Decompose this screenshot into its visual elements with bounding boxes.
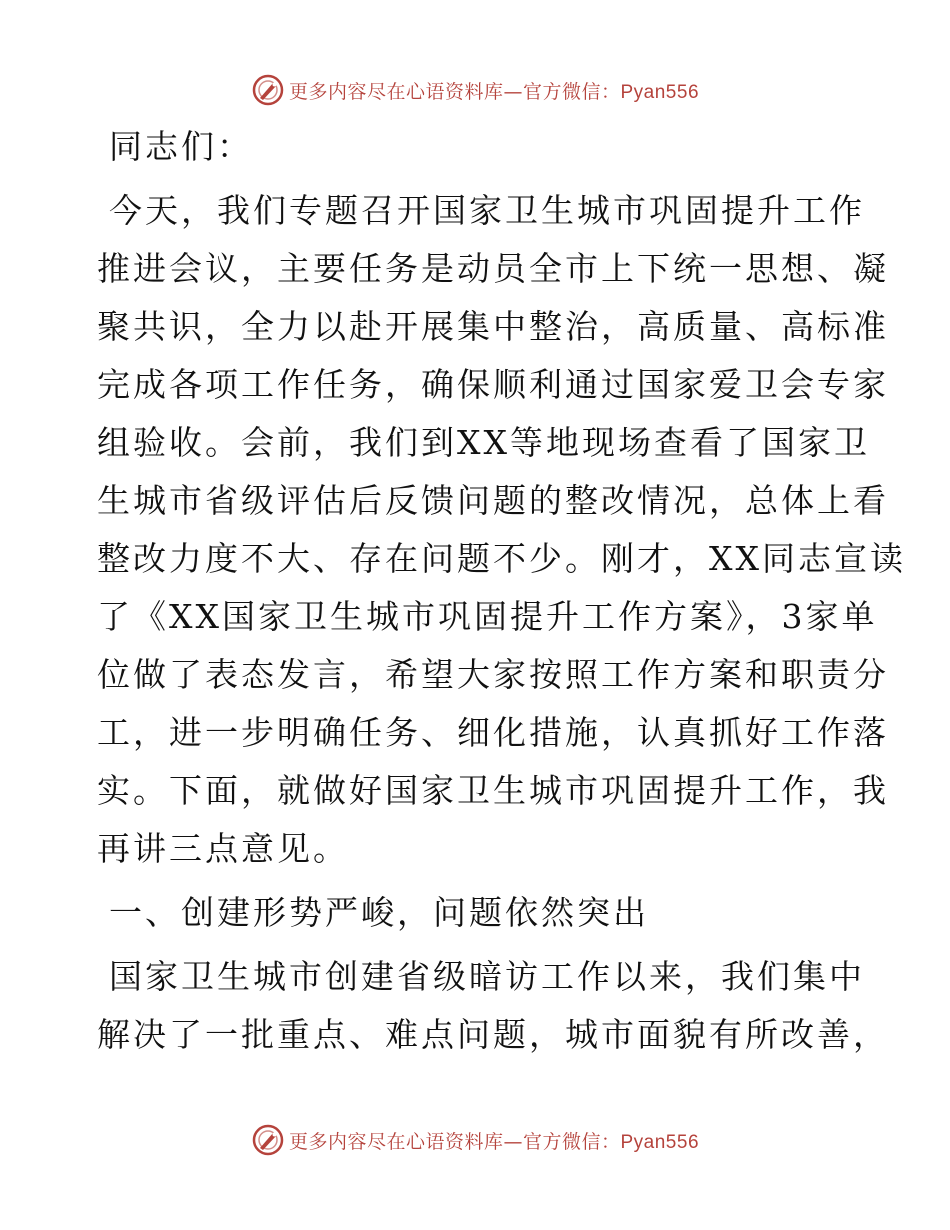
intro-paragraph (97, 182, 906, 878)
paragraph-line: 解决了一批重点、难点问题，城市面貌有所改善， (97, 1015, 889, 1054)
section-paragraph (97, 948, 889, 1064)
watermark-separator: — (503, 1130, 523, 1153)
paragraph-line: 位做了表态发言，希望大家按照工作方案和职责分 (97, 655, 889, 694)
pen-nib-logo-icon (251, 73, 285, 107)
watermark-text (289, 1127, 699, 1154)
paragraph-line: 整改力度不大、存在问题不少。刚才，XX同志宣读 (97, 539, 906, 578)
header-watermark (0, 70, 950, 110)
paragraph-line: 聚共识，全力以赴开展集中整治，高质量、高标准 (97, 307, 889, 346)
document-body (97, 118, 906, 1070)
watermark-text (289, 77, 699, 104)
section-heading: 一、创建形势严峻，问题依然突出 (109, 893, 649, 932)
footer-watermark (0, 1120, 950, 1160)
watermark-slogan: 更多内容尽在心语资料库 (288, 1130, 504, 1153)
watermark-wechat-label: 官方微信： (522, 1130, 621, 1153)
watermark-slogan: 更多内容尽在心语资料库 (288, 80, 504, 103)
paragraph-line: 组验收。会前，我们到XX等地现场查看了国家卫 (97, 423, 870, 462)
paragraph-line: 推进会议，主要任务是动员全市上下统一思想、凝 (97, 249, 889, 288)
pen-nib-logo-icon (251, 1123, 285, 1157)
watermark-separator: — (503, 80, 523, 103)
watermark-wechat-id: Pyan556 (620, 81, 700, 103)
paragraph-line: 实。下面，就做好国家卫生城市巩固提升工作，我 (97, 771, 889, 810)
salutation: 同志们： (109, 127, 253, 166)
paragraph-line: 再讲三点意见。 (97, 829, 349, 868)
watermark-wechat-label: 官方微信： (522, 80, 621, 103)
paragraph-line: 今天，我们专题召开国家卫生城市巩固提升工作 (109, 191, 865, 230)
paragraph-line: 国家卫生城市创建省级暗访工作以来，我们集中 (109, 957, 865, 996)
watermark-wechat-id: Pyan556 (620, 1131, 700, 1153)
paragraph-line: 完成各项工作任务，确保顺利通过国家爱卫会专家 (97, 365, 889, 404)
paragraph-line: 工，进一步明确任务、细化措施，认真抓好工作落 (97, 713, 889, 752)
paragraph-line: 生城市省级评估后反馈问题的整改情况，总体上看 (97, 481, 889, 520)
paragraph-line: 了《XX国家卫生城市巩固提升工作方案》，3家单 (97, 597, 878, 636)
